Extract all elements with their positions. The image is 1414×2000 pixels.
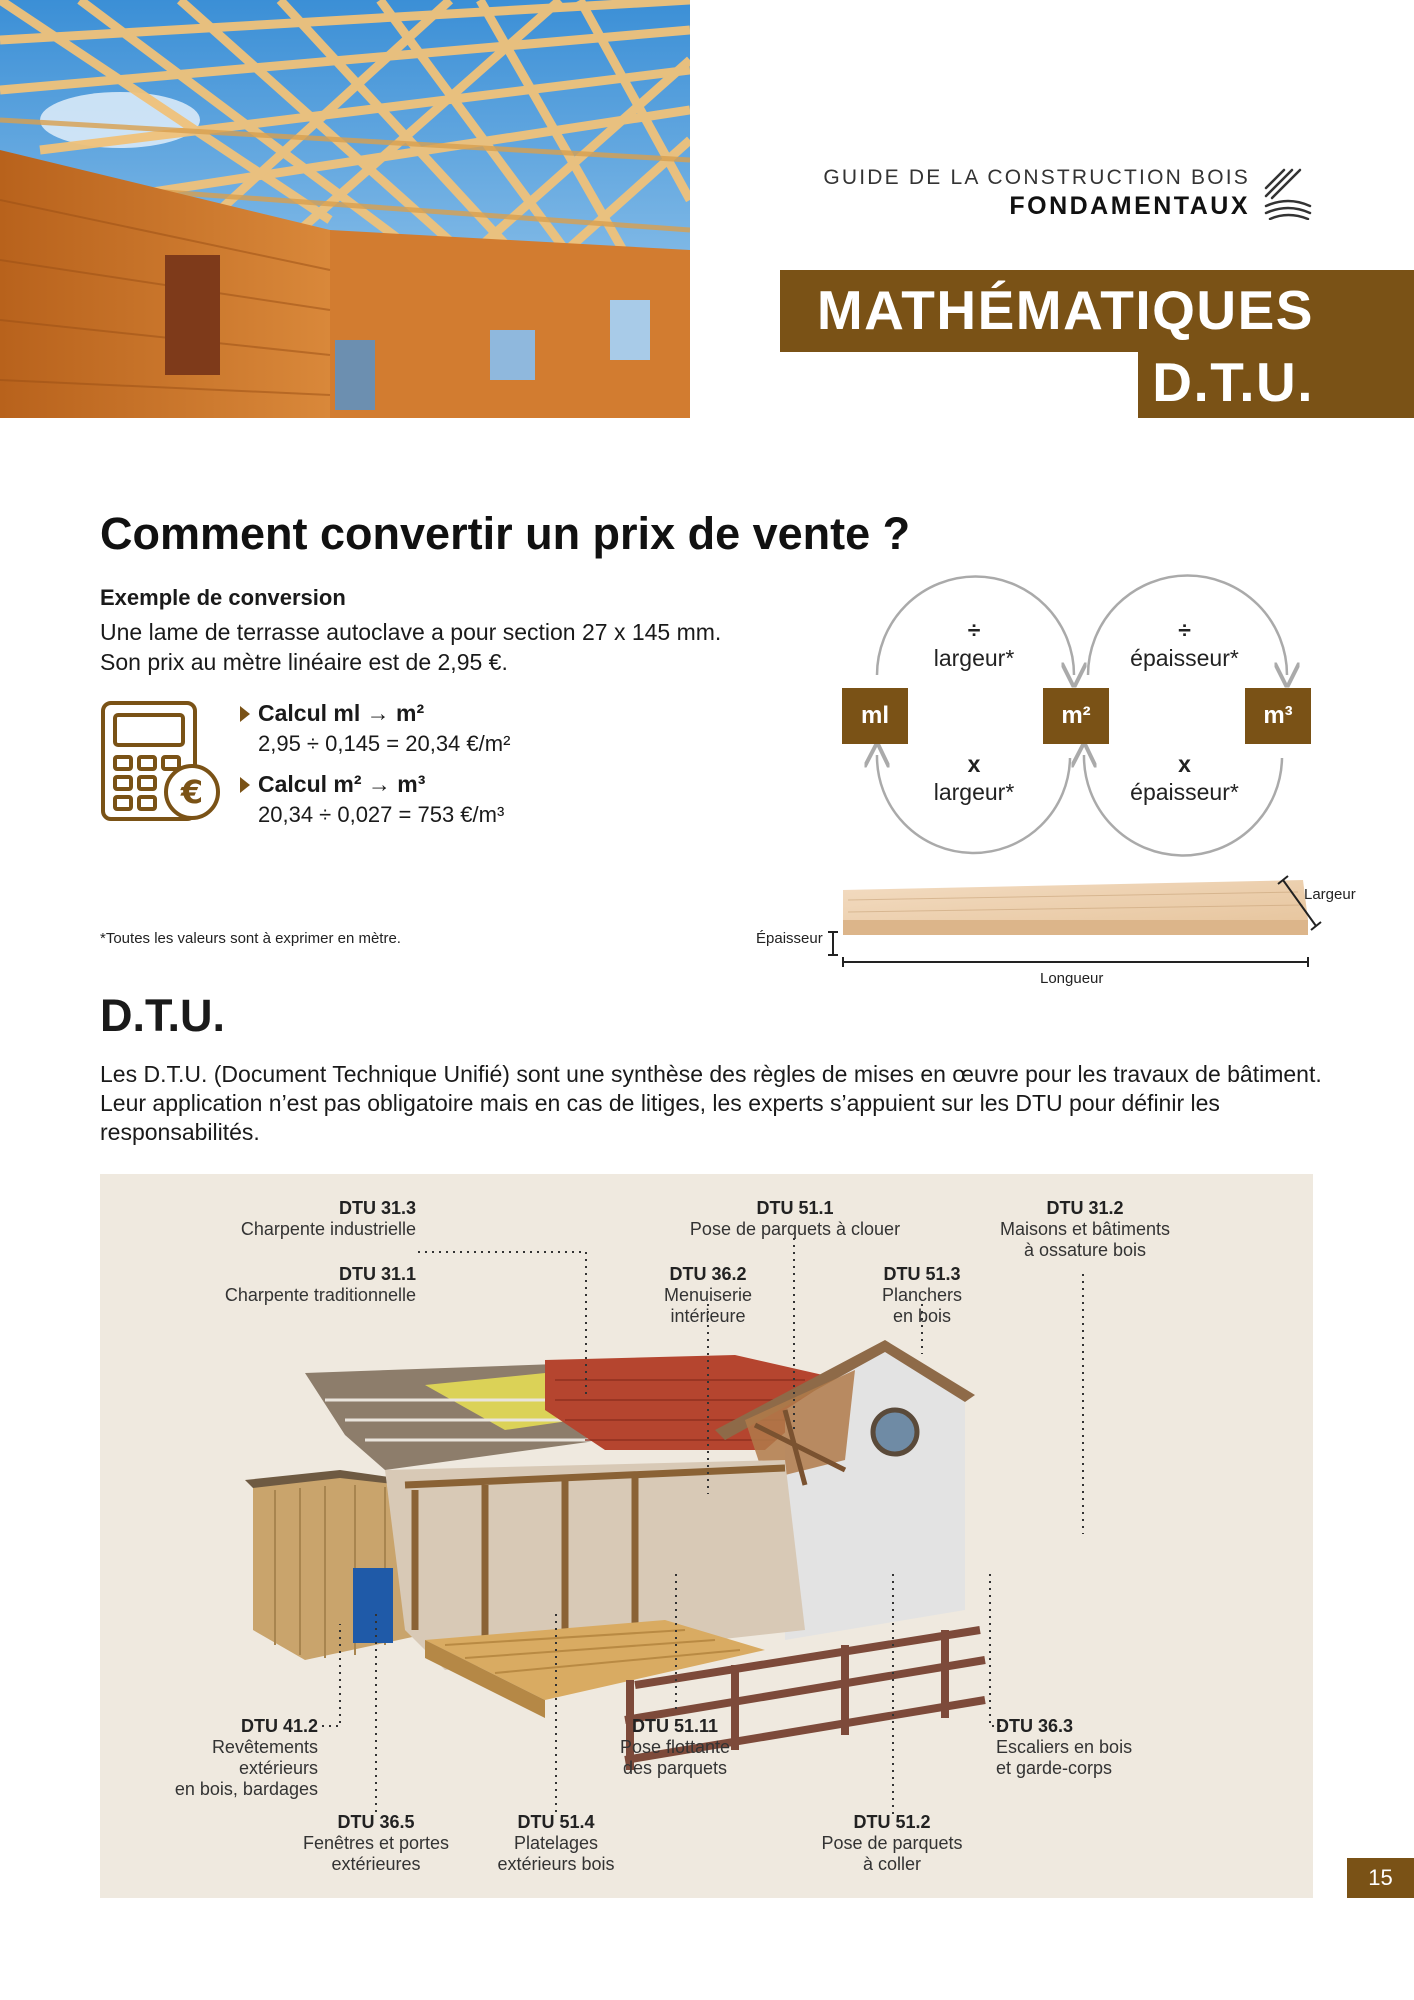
dtu-412-label <box>175 1716 318 1800</box>
calculation-list <box>240 700 510 842</box>
dtu-512-label <box>803 1812 981 1875</box>
example-text <box>100 617 760 677</box>
dtu-5111-label <box>601 1716 749 1779</box>
triangle-bullet-icon <box>240 706 250 722</box>
op-label: épaisseur* <box>1130 779 1239 805</box>
dtu-313-label <box>241 1198 416 1240</box>
calculation-m2-to-m3 <box>240 771 510 828</box>
dtu-code: DTU 31.2 <box>1046 1198 1124 1218</box>
dtu-desc: à ossature bois <box>1023 1240 1147 1260</box>
page-title-line1: MATHÉMATIQUES <box>816 279 1314 341</box>
op-divide-width <box>904 616 1044 672</box>
plank-illustration <box>748 870 1328 980</box>
dtu-desc: des parquets <box>622 1758 728 1778</box>
dtu-desc: Pose flottante <box>619 1737 731 1757</box>
dtu-desc: extérieures <box>331 1854 421 1874</box>
dtu-desc: Pose de parquets à clouer <box>689 1219 901 1239</box>
dtu-code: DTU 51.4 <box>517 1812 595 1832</box>
unit-m2: m² <box>1043 688 1109 744</box>
brand-block <box>823 166 1250 221</box>
dtu-desc: intérieure <box>670 1306 746 1326</box>
plank-dimension-diagram <box>748 870 1356 987</box>
op-multiply-width <box>904 750 1044 806</box>
dtu-code: DTU 51.11 <box>631 1716 719 1736</box>
dtu-code: DTU 31.3 <box>338 1198 416 1218</box>
dtu-desc: Planchers <box>881 1285 963 1305</box>
op-multiply-thickness <box>1102 750 1267 806</box>
footnote: *Toutes les valeurs sont à exprimer en mètre. <box>100 930 401 947</box>
calculation-ml-to-m2 <box>240 700 510 757</box>
dtu-desc: Revêtements <box>211 1737 318 1757</box>
example-line-1: Une lame de terrasse autoclave a pour section 27 x 145 mm. <box>100 619 722 645</box>
conversion-diagram <box>832 570 1332 860</box>
dtu-desc: extérieurs <box>238 1758 318 1778</box>
dtu-code: DTU 51.3 <box>883 1264 961 1284</box>
section-title: FONDAMENTAUX <box>1009 192 1250 220</box>
unit-ml: ml <box>842 688 908 744</box>
calculator-euro-icon <box>100 700 226 826</box>
svg-text:€: € <box>180 773 204 811</box>
dtu-desc: en bois, bardages <box>174 1779 318 1799</box>
calc2-value: 20,34 ÷ 0,027 = 753 €/m³ <box>258 802 505 827</box>
dtu-desc: Charpente industrielle <box>240 1219 416 1239</box>
dtu-514-label <box>476 1812 636 1875</box>
dtu-description: Les D.T.U. (Document Technique Unifié) sont une synthèse des règles de mises en œuvre pour les travaux de bâtiment. Leur application n’est pas obligatoire mais en cas de litiges, les experts s’appuient sur les DTU pour définir les responsabilités. <box>100 1061 1322 1145</box>
op-label: largeur* <box>933 645 1015 671</box>
dtu-desc: à coller <box>862 1854 922 1874</box>
dtu-code: DTU 41.2 <box>240 1716 318 1736</box>
dtu-363-label <box>996 1716 1132 1779</box>
dtu-311-label <box>225 1264 416 1306</box>
divide-symbol: ÷ <box>967 617 981 643</box>
dtu-heading: D.T.U. <box>100 990 226 1041</box>
dtu-desc: Fenêtres et portes <box>302 1833 450 1853</box>
calc1-value: 2,95 ÷ 0,145 = 20,34 €/m² <box>258 731 511 756</box>
dtu-desc: Platelages <box>513 1833 599 1853</box>
dtu-code: DTU 51.2 <box>853 1812 931 1832</box>
dtu-312-label <box>975 1198 1195 1261</box>
conversion-heading: Comment convertir un prix de vente ? <box>100 508 911 559</box>
unit-m3: m³ <box>1245 688 1311 744</box>
example-line-2: Son prix au mètre linéaire est de 2,95 €. <box>100 649 508 675</box>
dtu-code: DTU 36.3 <box>996 1716 1074 1736</box>
plank-length-label: Longueur <box>1040 970 1104 987</box>
dtu-desc: Escaliers en bois <box>996 1737 1133 1757</box>
divide-symbol: ÷ <box>1178 617 1191 643</box>
dtu-desc: Pose de parquets <box>821 1833 963 1853</box>
op-divide-thickness <box>1102 616 1267 672</box>
guide-title: GUIDE DE LA CONSTRUCTION BOIS <box>823 166 1250 189</box>
dtu-511-label <box>665 1198 925 1240</box>
dtu-code: DTU 31.1 <box>338 1264 416 1284</box>
dtu-code: DTU 51.1 <box>756 1198 834 1218</box>
example-title: Exemple de conversion <box>100 585 346 610</box>
dtu-365-label <box>286 1812 466 1875</box>
dtu-desc: Charpente traditionnelle <box>224 1285 416 1305</box>
op-label: largeur* <box>933 779 1015 805</box>
calc2-title: Calcul m² → m³ <box>258 771 426 797</box>
dtu-desc: en bois <box>892 1306 952 1326</box>
dtu-desc: et garde-corps <box>996 1758 1113 1778</box>
triangle-bullet-icon <box>240 777 250 793</box>
op-label: épaisseur* <box>1130 645 1239 671</box>
roof-truss-photo <box>0 0 690 418</box>
dtu-513-label <box>862 1264 982 1327</box>
dtu-362-label <box>638 1264 778 1327</box>
dtu-desc: extérieurs bois <box>497 1854 615 1874</box>
plank-width-label: Largeur <box>1304 886 1356 903</box>
dtu-code: DTU 36.5 <box>337 1812 415 1832</box>
dtu-desc: Maisons et bâtiments <box>999 1219 1171 1239</box>
wood-grain-logo-icon <box>1262 166 1314 220</box>
page-title-line2: D.T.U. <box>1152 351 1314 413</box>
page-number: 15 <box>1347 1858 1414 1898</box>
dtu-code: DTU 36.2 <box>669 1264 747 1284</box>
calc1-title: Calcul ml → m² <box>258 700 425 726</box>
multiply-symbol: x <box>967 751 981 777</box>
dtu-desc: Menuiserie <box>663 1285 753 1305</box>
multiply-symbol: x <box>1178 751 1191 777</box>
plank-thickness-label: Épaisseur <box>756 930 823 947</box>
